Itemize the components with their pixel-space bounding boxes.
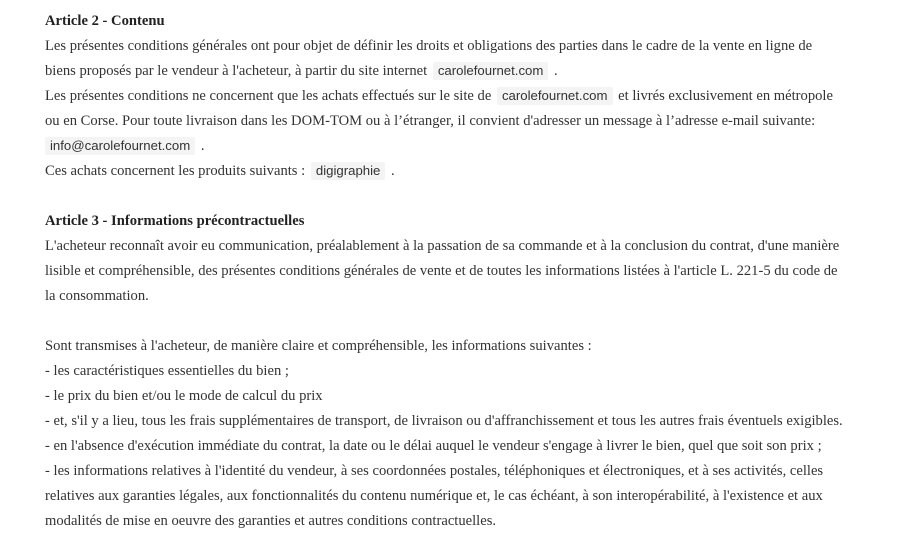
list-item: - le prix du bien et/ou le mode de calcul du prix (45, 388, 323, 404)
site-url-code-1: carolefournet.com (433, 62, 549, 80)
list-item-last-line-3: modalités de mise en oeuvre des garanties et autres conditions contractuelles. (45, 513, 497, 529)
article-2-paragraph-1-line-1: Les présentes conditions générales ont pour objet de définir les droits et obligations des parties dans le cadre de la vente en ligne de (45, 38, 813, 54)
article-2-paragraph-2-text-2: et livrés exclusivement en métropole (618, 88, 833, 104)
article-3-paragraph-1-line-3: la consommation. (45, 288, 149, 304)
list-item-last-line-2: relatives aux garanties légales, aux fonctionnalités du contenu numérique et, le cas échéant, à son interopérabilité, à l'existence et aux (45, 488, 823, 504)
article-3-paragraph-1-line-2: lisible et compréhensible, des présentes conditions générales de vente et de toutes les informations listées à l'article L. 221-5 du code de (45, 263, 838, 279)
article-2-paragraph-3-end: . (391, 163, 395, 179)
article-2-paragraph-2-line-2: ou en Corse. Pour toute livraison dans les DOM-TOM ou à l’étranger, il convient d'adresser un message à l’adresse e-mail suivante: (45, 113, 816, 129)
paragraph-spacer (45, 309, 878, 334)
article-2-heading: Article 2 - Contenu (45, 13, 165, 29)
email-end: . (200, 138, 205, 154)
article-3-list-intro: Sont transmises à l'acheteur, de manière claire et compréhensible, les informations suivantes : (45, 338, 592, 354)
article-3-paragraph-1-line-1: L'acheteur reconnaît avoir eu communication, préalablement à la passation de sa commande et à la conclusion du contrat, d'une manière (45, 238, 840, 254)
product-code: digigraphie (311, 162, 386, 180)
article-2-paragraph-2-line-1 (45, 84, 878, 109)
article-2-paragraph-2-text: Les présentes conditions ne concernent que les achats effectués sur le site de (45, 88, 492, 104)
list-item-last-line-1: - les informations relatives à l'identité du vendeur, à ses coordonnées postales, téléphoniques et électroniques, et à ses activités, celles (45, 463, 824, 479)
article-2-paragraph-1-text: biens proposés par le vendeur à l'acheteur, à partir du site internet (45, 63, 428, 79)
site-url-code-2: carolefournet.com (497, 87, 613, 105)
article-3-section (45, 209, 878, 534)
article-2-section (45, 9, 878, 184)
list-item: - et, s'il y a lieu, tous les frais supplémentaires de transport, de livraison ou d'affranchissement et tous les autres frais éventuels exigibles. (45, 413, 843, 429)
article-2-paragraph-1-end: . (554, 63, 558, 79)
article-2-paragraph-3-text: Ces achats concernent les produits suivants : (45, 163, 306, 179)
article-2-paragraph-1-line-2 (45, 59, 878, 84)
article-2-paragraph-3 (45, 159, 878, 184)
list-item: - les caractéristiques essentielles du bien ; (45, 363, 289, 379)
list-item: - en l'absence d'exécution immédiate du contrat, la date ou le délai auquel le vendeur s'engage à livrer le bien, quel que soit son prix ; (45, 438, 822, 454)
article-2-email-line (45, 134, 878, 159)
email-code: info@carolefournet.com (45, 137, 195, 155)
article-3-heading: Article 3 - Informations précontractuelles (45, 213, 305, 229)
